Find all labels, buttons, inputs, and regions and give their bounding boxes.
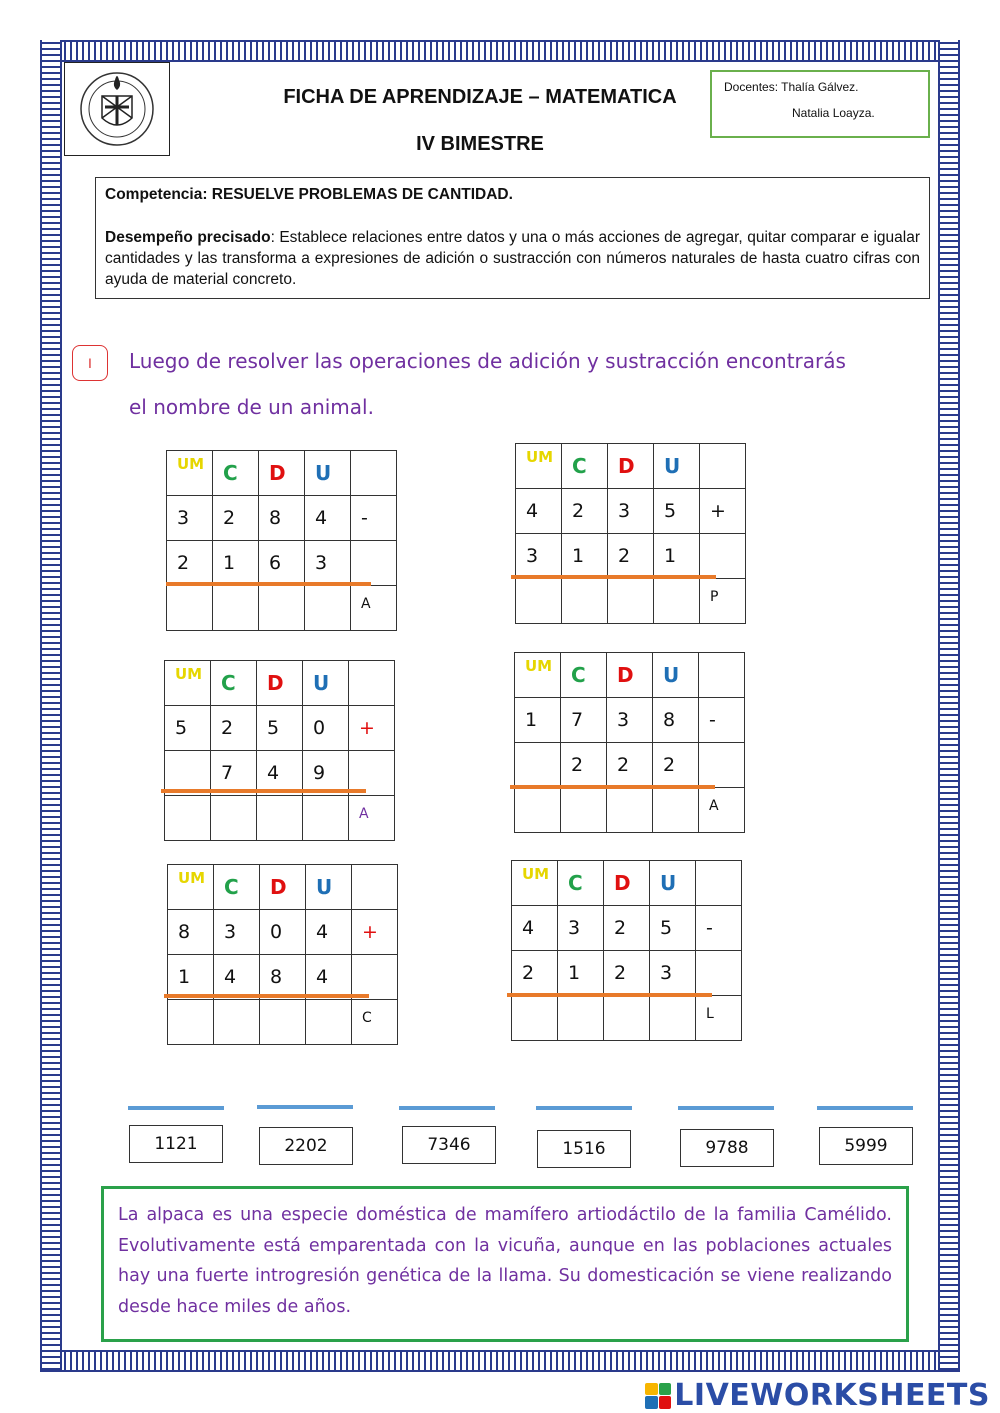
- result-input-cell[interactable]: [303, 796, 349, 841]
- header-d: D: [604, 861, 650, 906]
- header-empty-cell: [699, 653, 745, 698]
- digit-cell: 2: [512, 951, 558, 996]
- answer-number-box: 9788: [680, 1129, 774, 1167]
- answer-number-box: 1516: [537, 1130, 631, 1168]
- digit-cell: 5: [650, 906, 696, 951]
- liveworksheets-logo-icon: [645, 1383, 671, 1409]
- operation-sign: +: [352, 910, 398, 955]
- header-c: C: [562, 444, 608, 489]
- operation-sign: -: [696, 906, 742, 951]
- digit-cell: 3: [167, 496, 213, 541]
- result-input-cell[interactable]: [607, 788, 653, 833]
- operation-table-4: [514, 652, 745, 833]
- digit-cell: 2: [653, 743, 699, 788]
- digit-cell: 6: [259, 541, 305, 586]
- header-u: U: [305, 451, 351, 496]
- digit-cell: 1: [168, 955, 214, 1000]
- empty-cell: [700, 534, 746, 579]
- greek-key-border-left: [40, 40, 62, 1370]
- digit-cell: 3: [608, 489, 654, 534]
- header-um: UM: [167, 451, 213, 496]
- operation-sign: -: [699, 698, 745, 743]
- header-um: UM: [515, 653, 561, 698]
- operation-table-2: [515, 443, 746, 624]
- operation-sign: -: [351, 496, 397, 541]
- digit-cell: 3: [607, 698, 653, 743]
- performance-label: Desempeño precisado: [105, 229, 271, 246]
- header-um: UM: [512, 861, 558, 906]
- digit-cell: 2: [604, 951, 650, 996]
- greek-key-border-right: [938, 40, 960, 1370]
- header-u: U: [650, 861, 696, 906]
- result-letter: A: [349, 796, 395, 841]
- header-c: C: [211, 661, 257, 706]
- header-c: C: [214, 865, 260, 910]
- result-input-cell[interactable]: [654, 579, 700, 624]
- header-empty-cell: [700, 444, 746, 489]
- digit-cell: 8: [653, 698, 699, 743]
- result-input-cell[interactable]: [516, 579, 562, 624]
- empty-cell: [699, 743, 745, 788]
- digit-cell: 8: [259, 496, 305, 541]
- empty-cell: [352, 955, 398, 1000]
- header-c: C: [213, 451, 259, 496]
- header-u: U: [306, 865, 352, 910]
- empty-cell: [696, 951, 742, 996]
- instruction-line-2: el nombre de un animal.: [129, 395, 374, 419]
- result-input-cell[interactable]: [562, 579, 608, 624]
- result-letter: P: [700, 579, 746, 624]
- digit-cell: 7: [561, 698, 607, 743]
- result-input-cell[interactable]: [306, 1000, 352, 1045]
- digit-cell: 8: [168, 910, 214, 955]
- result-letter: A: [699, 788, 745, 833]
- header-c: C: [558, 861, 604, 906]
- digit-cell: 4: [512, 906, 558, 951]
- digit-cell: 2: [608, 534, 654, 579]
- digit-cell: 0: [303, 706, 349, 751]
- header-empty-cell: [351, 451, 397, 496]
- operation-sign: +: [700, 489, 746, 534]
- page-title: FICHA DE APRENDIZAJE – MATEMATICA: [283, 86, 677, 108]
- competency-box: [95, 177, 930, 299]
- result-input-cell[interactable]: [604, 996, 650, 1041]
- result-underline: [161, 789, 366, 793]
- digit-cell: 0: [260, 910, 306, 955]
- empty-cell: [351, 541, 397, 586]
- instruction-line-1: Luego de resolver las operaciones de adición y sustracción encontrarás: [129, 349, 846, 373]
- result-underline: [511, 575, 716, 579]
- digit-cell: 1: [558, 951, 604, 996]
- digit-cell: 3: [516, 534, 562, 579]
- question-number: I: [72, 345, 108, 381]
- digit-cell: 1: [654, 534, 700, 579]
- digit-cell: 9: [303, 751, 349, 796]
- result-input-cell[interactable]: [512, 996, 558, 1041]
- digit-cell: 2: [604, 906, 650, 951]
- header-d: D: [259, 451, 305, 496]
- teachers-box: [710, 70, 930, 138]
- result-input-cell[interactable]: [168, 1000, 214, 1045]
- answer-letter-slot[interactable]: [257, 1105, 353, 1109]
- liveworksheets-watermark: [645, 1378, 990, 1413]
- operation-table-5: [167, 864, 398, 1045]
- digit-cell: 4: [306, 955, 352, 1000]
- page-subtitle: IV BIMESTRE: [416, 133, 544, 155]
- digit-cell: 2: [213, 496, 259, 541]
- header-d: D: [257, 661, 303, 706]
- digit-cell: 4: [306, 910, 352, 955]
- answer-letter-slot[interactable]: [128, 1106, 224, 1110]
- result-underline: [507, 993, 712, 997]
- result-underline: [510, 785, 715, 789]
- greek-key-border-bottom: [40, 1350, 960, 1372]
- performance-text: [105, 227, 920, 290]
- operation-table-3: [164, 660, 395, 841]
- digit-cell: 2: [562, 489, 608, 534]
- competency-label: Competencia: RESUELVE PROBLEMAS DE CANTIDAD.: [105, 186, 513, 203]
- digit-cell: 2: [561, 743, 607, 788]
- digit-cell: 3: [650, 951, 696, 996]
- result-input-cell[interactable]: [213, 586, 259, 631]
- result-underline: [164, 994, 369, 998]
- digit-cell: 2: [211, 706, 257, 751]
- header-empty-cell: [696, 861, 742, 906]
- digit-cell: 2: [607, 743, 653, 788]
- digit-cell: 4: [305, 496, 351, 541]
- result-input-cell[interactable]: [257, 796, 303, 841]
- result-input-cell[interactable]: [260, 1000, 306, 1045]
- header-um: UM: [516, 444, 562, 489]
- school-logo: [64, 62, 170, 156]
- digit-cell: 5: [165, 706, 211, 751]
- digit-cell: 4: [257, 751, 303, 796]
- header-um: UM: [168, 865, 214, 910]
- result-input-cell[interactable]: [211, 796, 257, 841]
- digit-cell: 4: [214, 955, 260, 1000]
- result-letter: L: [696, 996, 742, 1041]
- answer-letter-slot[interactable]: [399, 1106, 495, 1110]
- header-d: D: [260, 865, 306, 910]
- header-u: U: [303, 661, 349, 706]
- header-u: U: [654, 444, 700, 489]
- digit-cell: 4: [516, 489, 562, 534]
- header-empty-cell: [352, 865, 398, 910]
- digit-cell: 7: [211, 751, 257, 796]
- result-input-cell[interactable]: [167, 586, 213, 631]
- digit-cell: 5: [654, 489, 700, 534]
- header-empty-cell: [349, 661, 395, 706]
- result-input-cell[interactable]: [515, 788, 561, 833]
- operation-table-6: [511, 860, 742, 1041]
- greek-key-border-top: [40, 40, 960, 62]
- result-input-cell[interactable]: [165, 796, 211, 841]
- header-c: C: [561, 653, 607, 698]
- header-d: D: [607, 653, 653, 698]
- result-underline: [166, 582, 371, 586]
- info-text-box: La alpaca es una especie doméstica de mamífero artiodáctilo de la familia Camélido. Evolutivamente está emparentada con la vicuña, aunque en las poblaciones actuales hay una fuerte introgresión genética de la llama. Su domesticación se viene realizando desde hace miles de años.: [101, 1186, 909, 1342]
- digit-cell: 3: [214, 910, 260, 955]
- teachers-line-1: Docentes: Thalía Gálvez.: [724, 80, 859, 94]
- digit-cell: 8: [260, 955, 306, 1000]
- result-input-cell[interactable]: [214, 1000, 260, 1045]
- crest-icon: [72, 68, 162, 150]
- header-d: D: [608, 444, 654, 489]
- result-input-cell[interactable]: [561, 788, 607, 833]
- result-input-cell[interactable]: [259, 586, 305, 631]
- digit-cell: 3: [305, 541, 351, 586]
- result-input-cell[interactable]: [305, 586, 351, 631]
- result-input-cell[interactable]: [653, 788, 699, 833]
- digit-cell: 2: [167, 541, 213, 586]
- answer-number-box: 1121: [129, 1125, 223, 1163]
- answer-letter-slot[interactable]: [536, 1106, 632, 1110]
- operation-table-1: [166, 450, 397, 631]
- answer-letter-slot[interactable]: [817, 1106, 913, 1110]
- teachers-line-2: Natalia Loayza.: [792, 106, 875, 120]
- result-input-cell[interactable]: [608, 579, 654, 624]
- header-u: U: [653, 653, 699, 698]
- answer-number-box: 5999: [819, 1127, 913, 1165]
- digit-cell: [515, 743, 561, 788]
- answer-number-box: 7346: [402, 1126, 496, 1164]
- digit-cell: 1: [562, 534, 608, 579]
- header-um: UM: [165, 661, 211, 706]
- result-letter: C: [352, 1000, 398, 1045]
- result-input-cell[interactable]: [558, 996, 604, 1041]
- result-letter: A: [351, 586, 397, 631]
- result-input-cell[interactable]: [650, 996, 696, 1041]
- digit-cell: 1: [515, 698, 561, 743]
- digit-cell: 1: [213, 541, 259, 586]
- watermark-text: LIVEWORKSHEETS: [674, 1378, 990, 1413]
- performance-description: : Establece relaciones entre datos y una o más acciones de agregar, quitar comparar e igualar cantidades y las transforma a expresiones de adición o sustracción con números naturales de hasta cuatro cifras con ayuda de material concreto.: [105, 229, 920, 288]
- answer-number-box: 2202: [259, 1127, 353, 1165]
- digit-cell: 5: [257, 706, 303, 751]
- operation-sign: +: [349, 706, 395, 751]
- answer-letter-slot[interactable]: [678, 1106, 774, 1110]
- digit-cell: 3: [558, 906, 604, 951]
